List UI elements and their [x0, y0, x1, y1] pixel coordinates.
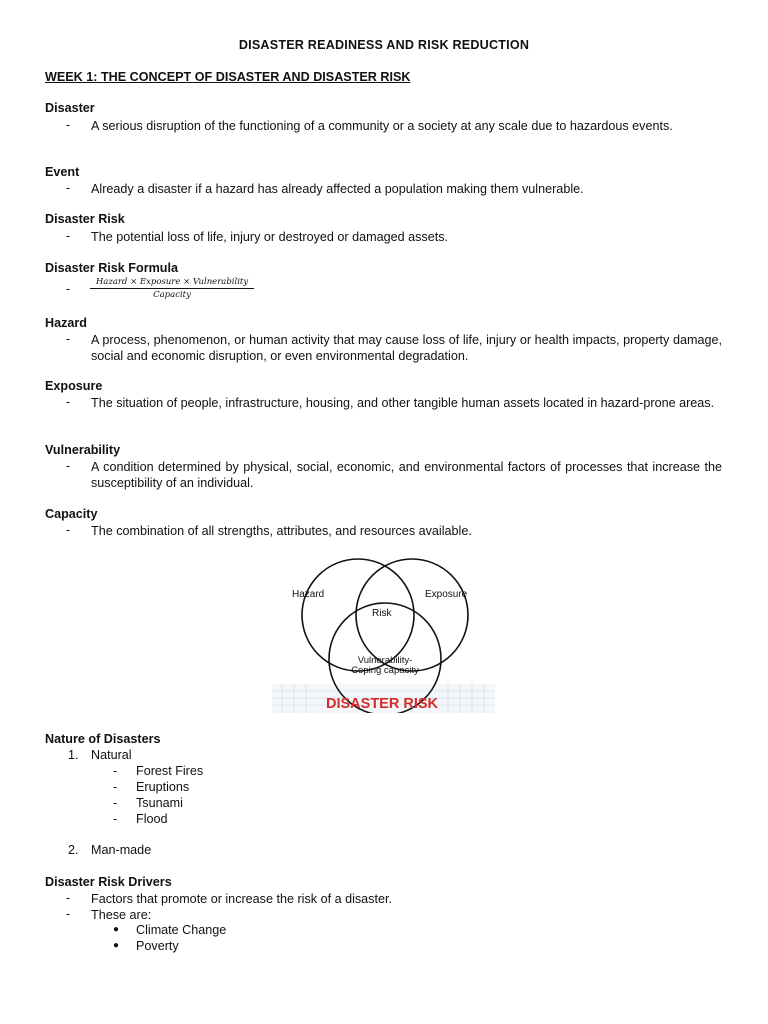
- dash-marker: -: [66, 395, 71, 409]
- dash-marker: -: [66, 282, 71, 296]
- term-disaster-risk: Disaster Risk: [45, 212, 125, 226]
- definition-event: Already a disaster if a hazard has already affected a population making them vulnerable.: [91, 182, 584, 196]
- nature-subitem: Tsunami: [136, 796, 183, 810]
- definition-capacity: The combination of all strengths, attributes, and resources available.: [91, 524, 472, 538]
- list-number: 1.: [68, 748, 79, 762]
- list-number: 2.: [68, 843, 79, 857]
- term-event: Event: [45, 165, 80, 179]
- venn-coping-label: Coping capacity: [351, 665, 419, 676]
- dash-marker: -: [66, 229, 71, 243]
- term-vulnerability: Vulnerability: [45, 443, 121, 457]
- venn-exposure-label: Exposure: [425, 589, 468, 600]
- drivers-line: These are:: [91, 908, 152, 922]
- dash-marker: -: [113, 812, 118, 826]
- nature-subitem: Flood: [136, 812, 168, 826]
- document-title: DISASTER READINESS AND RISK REDUCTION: [238, 38, 530, 52]
- driver-bullet-item: Climate Change: [136, 923, 227, 937]
- drivers-line: Factors that promote or increase the risk of a disaster.: [91, 892, 392, 906]
- definition-disaster-risk: The potential loss of life, injury or destroyed or damaged assets.: [91, 230, 449, 244]
- venn-vulnerability-label: Vulnerability-: [357, 655, 413, 666]
- risk-formula: [90, 277, 254, 300]
- nature-subitem: Eruptions: [136, 780, 190, 794]
- dash-marker: -: [113, 764, 118, 778]
- definition-exposure: The situation of people, infrastructure, housing, and other tangible human assets located in hazard-prone areas.: [91, 396, 715, 410]
- term-exposure: Exposure: [45, 379, 103, 393]
- drivers-heading: Disaster Risk Drivers: [45, 875, 172, 889]
- dash-marker: -: [113, 780, 118, 794]
- dash-marker: -: [66, 891, 71, 905]
- venn-hazard-label: Hazard: [292, 589, 325, 600]
- nature-item-natural: Natural: [91, 748, 132, 762]
- venn-risk-label: Risk: [372, 608, 392, 619]
- formula-denominator: Capacity: [153, 290, 191, 300]
- week-heading: WEEK 1: THE CONCEPT OF DISASTER AND DISASTER RISK: [45, 70, 411, 84]
- dash-marker: -: [66, 118, 71, 132]
- nature-item-man-made: Man-made: [91, 843, 152, 857]
- driver-bullet-item: Poverty: [136, 939, 179, 953]
- nature-heading: Nature of Disasters: [45, 732, 161, 746]
- disaster-risk-venn-diagram: [272, 557, 495, 713]
- term-formula: Disaster Risk Formula: [45, 261, 178, 275]
- dash-marker: -: [66, 907, 71, 921]
- term-capacity: Capacity: [45, 507, 98, 521]
- definition-vulnerability: A condition determined by physical, social, economic, and environmental factors of processes that increase the susceptibility of an individual.: [91, 460, 722, 490]
- dash-marker: -: [66, 523, 71, 537]
- formula-numerator: Hazard × Exposure × Vulnerability: [90, 277, 254, 289]
- bullet-marker: ●: [113, 924, 120, 935]
- bullet-marker: ●: [113, 940, 120, 951]
- nature-subitem: Forest Fires: [136, 764, 204, 778]
- term-hazard: Hazard: [45, 316, 87, 330]
- dash-marker: -: [66, 181, 71, 195]
- figure-caption: DISASTER RISK: [326, 696, 438, 712]
- dash-marker: -: [113, 796, 118, 810]
- definition-hazard: A process, phenomenon, or human activity that may cause loss of life, injury or health impacts, property damage, social and economic disruption, or even environmental degradation.: [91, 333, 722, 363]
- dash-marker: -: [66, 459, 71, 473]
- definition-disaster: A serious disruption of the functioning of a community or a society at any scale due to hazardous events.: [91, 119, 673, 133]
- dash-marker: -: [66, 332, 71, 346]
- term-disaster: Disaster: [45, 101, 95, 115]
